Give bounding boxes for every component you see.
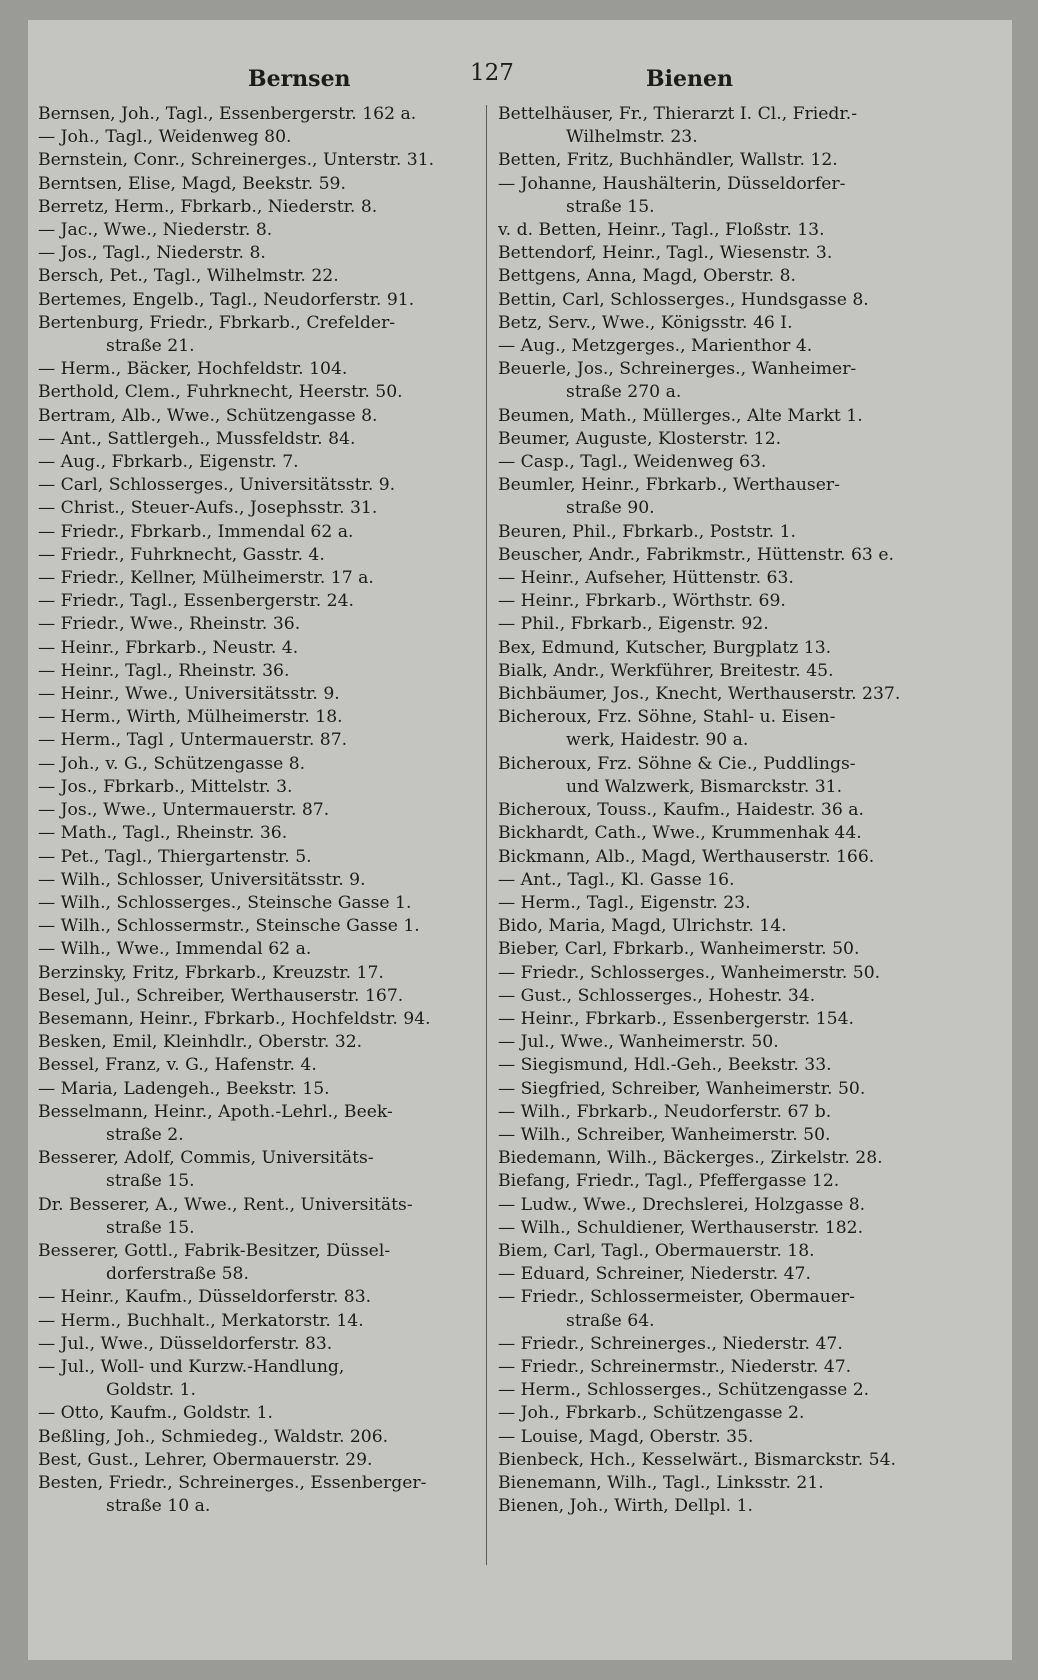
entry-line: — Ant., Sattlergeh., Mussfeldstr. 84. (38, 428, 356, 449)
entry-line: — Jul., Wwe., Wanheimerstr. 50. (498, 1032, 779, 1053)
column-divider (486, 105, 487, 1565)
entry-line: Dr. Besserer, A., Wwe., Rent., Universitäts- (38, 1194, 413, 1215)
entry-line: Besten, Friedr., Schreinerges., Essenberger- (38, 1472, 427, 1493)
entry-line: — Wilh., Schreiber, Wanheimerstr. 50. (498, 1124, 831, 1145)
right-column (498, 103, 928, 1518)
directory-entry (498, 1356, 928, 1379)
entry-line: — Joh., Tagl., Weidenweg 80. (38, 127, 292, 148)
directory-entry (38, 1147, 468, 1193)
directory-entry (38, 1240, 468, 1286)
directory-entry (498, 869, 928, 892)
directory-entry (38, 1402, 468, 1425)
directory-entry (498, 1194, 928, 1217)
entry-line: Bichbäumer, Jos., Knecht, Werthauserstr. 237. (498, 684, 901, 705)
directory-entry (38, 242, 468, 265)
entry-line: — Friedr., Fuhrknecht, Gasstr. 4. (38, 544, 325, 565)
directory-entry (38, 660, 468, 683)
directory-entry (498, 706, 928, 752)
entry-line: — Friedr., Schlosserges., Wanheimerstr. 50. (498, 962, 881, 983)
entry-line: — Carl, Schlosserges., Universitätsstr. 9. (38, 475, 396, 496)
entry-line: Bettelhäuser, Fr., Thierarzt I. Cl., Friedr.- (498, 104, 858, 124)
directory-entry (38, 1286, 468, 1309)
entry-line: — Friedr., Tagl., Essenbergerstr. 24. (38, 591, 354, 612)
entry-continuation-line: straße 2. (106, 1124, 184, 1145)
directory-entry (38, 381, 468, 404)
entry-line: Bettendorf, Heinr., Tagl., Wiesenstr. 3. (498, 243, 833, 264)
entry-line: — Phil., Fbrkarb., Eigenstr. 92. (498, 614, 769, 635)
directory-entry (498, 289, 928, 312)
directory-entry (38, 869, 468, 892)
directory-entry (38, 497, 468, 520)
entry-line: Bienen, Joh., Wirth, Dellpl. 1. (498, 1496, 753, 1517)
directory-entry (38, 1310, 468, 1333)
entry-line: Berretz, Herm., Fbrkarb., Niederstr. 8. (38, 196, 378, 217)
directory-entry (38, 706, 468, 729)
entry-line: Betz, Serv., Wwe., Königsstr. 46 I. (498, 312, 793, 333)
entry-continuation-line: straße 10 a. (106, 1496, 211, 1517)
entry-continuation-line: straße 21. (106, 336, 195, 357)
entry-line: — Herm., Schlosserges., Schützengasse 2. (498, 1380, 870, 1401)
entry-line: — Johanne, Haushälterin, Düsseldorfer- (498, 173, 846, 194)
directory-entry (498, 1472, 928, 1495)
directory-entry (38, 590, 468, 613)
entry-line: Beuren, Phil., Fbrkarb., Poststr. 1. (498, 521, 797, 542)
entry-line: — Friedr., Wwe., Rheinstr. 36. (38, 614, 301, 635)
entry-line: — Jos., Fbrkarb., Mittelstr. 3. (38, 776, 293, 797)
entry-line: Besserer, Gottl., Fabrik-Besitzer, Düssel- (38, 1240, 391, 1261)
directory-entry (498, 1124, 928, 1147)
entry-line: Bernstein, Conr., Schreinerges., Unterstr. 31. (38, 150, 435, 171)
directory-entry (498, 451, 928, 474)
entry-line: — Siegfried, Schreiber, Wanheimerstr. 50. (498, 1078, 866, 1099)
directory-entry (38, 289, 468, 312)
directory-entry (498, 799, 928, 822)
directory-entry (498, 173, 928, 219)
entry-line: Besken, Emil, Kleinhdlr., Oberstr. 32. (38, 1032, 363, 1053)
entry-continuation-line: straße 15. (566, 196, 655, 217)
directory-entry (498, 1379, 928, 1402)
directory-entry (498, 1240, 928, 1263)
entry-line: Beumer, Auguste, Klosterstr. 12. (498, 428, 782, 449)
directory-entry (38, 567, 468, 590)
directory-entry (498, 312, 928, 335)
directory-entry (38, 637, 468, 660)
entry-continuation-line: Wilhelmstr. 23. (566, 127, 698, 148)
entry-line: — Maria, Ladengeh., Beekstr. 15. (38, 1078, 330, 1099)
entry-line: — Herm., Tagl , Untermauerstr. 87. (38, 730, 348, 751)
entry-line: Besel, Jul., Schreiber, Werthauserstr. 167. (38, 985, 404, 1006)
entry-line: — Herm., Buchhalt., Merkatorstr. 14. (38, 1310, 364, 1331)
directory-entry (38, 405, 468, 428)
directory-entry (38, 799, 468, 822)
entry-line: — Jul., Woll- und Kurzw.-Handlung, (38, 1356, 345, 1377)
header-right-keyword: Bienen (646, 66, 733, 92)
page-header (28, 58, 1012, 98)
entry-line: Bicheroux, Frz. Söhne & Cie., Puddlings- (498, 753, 856, 774)
entry-line: Biem, Carl, Tagl., Obermauerstr. 18. (498, 1240, 815, 1261)
directory-entry (38, 265, 468, 288)
entry-line: Bialk, Andr., Werkführer, Breitestr. 45. (498, 660, 834, 681)
directory-entry (498, 1170, 928, 1193)
entry-line: — Friedr., Schreinermstr., Niederstr. 47. (498, 1356, 852, 1377)
directory-entry (38, 1008, 468, 1031)
directory-entry (498, 1078, 928, 1101)
entry-line: — Math., Tagl., Rheinstr. 36. (38, 823, 288, 844)
directory-entry (38, 474, 468, 497)
directory-entry (38, 1101, 468, 1147)
entry-line: — Herm., Tagl., Eigenstr. 23. (498, 892, 751, 913)
directory-entry (38, 1426, 468, 1449)
directory-entry (38, 985, 468, 1008)
directory-entry (498, 822, 928, 845)
entry-line: — Friedr., Schlossermeister, Obermauer- (498, 1287, 855, 1308)
entry-line: Bido, Maria, Magd, Ulrichstr. 14. (498, 916, 787, 937)
entry-continuation-line: straße 90. (566, 498, 655, 519)
entry-line: Beßling, Joh., Schmiedeg., Waldstr. 206. (38, 1426, 389, 1447)
entry-line: Bettin, Carl, Schlosserges., Hundsgasse 8. (498, 289, 869, 310)
entry-line: — Heinr., Fbrkarb., Wörthstr. 69. (498, 591, 786, 612)
entry-line: Bieber, Carl, Fbrkarb., Wanheimerstr. 50. (498, 939, 860, 960)
directory-entry (498, 613, 928, 636)
directory-entry (498, 1217, 928, 1240)
directory-entry (498, 1263, 928, 1286)
entry-line: Beuscher, Andr., Fabrikmstr., Hüttenstr. 63 e. (498, 544, 894, 565)
directory-entry (498, 1333, 928, 1356)
directory-entry (498, 1031, 928, 1054)
entry-line: Besemann, Heinr., Fbrkarb., Hochfeldstr. 94. (38, 1008, 431, 1029)
entry-line: Bickmann, Alb., Magd, Werthauserstr. 166. (498, 846, 875, 867)
directory-entry (38, 1194, 468, 1240)
entry-line: Bienbeck, Hch., Kesselwärt., Bismarckstr. 54. (498, 1449, 896, 1470)
directory-entry (498, 1101, 928, 1124)
directory-entry (498, 590, 928, 613)
entry-line: Betten, Fritz, Buchhändler, Wallstr. 12. (498, 150, 838, 171)
directory-entry (498, 1008, 928, 1031)
entry-line: — Ludw., Wwe., Drechslerei, Holzgasse 8. (498, 1194, 866, 1215)
entry-line: — Casp., Tagl., Weidenweg 63. (498, 452, 767, 473)
entry-line: Bettgens, Anna, Magd, Oberstr. 8. (498, 266, 796, 287)
directory-entry (38, 1078, 468, 1101)
directory-entry (38, 1333, 468, 1356)
entry-line: — Friedr., Fbrkarb., Immendal 62 a. (38, 521, 354, 542)
directory-entry (38, 1031, 468, 1054)
entry-line: — Siegismund, Hdl.-Geh., Beekstr. 33. (498, 1055, 832, 1076)
directory-entry (38, 126, 468, 149)
entry-line: — Pet., Tagl., Thiergartenstr. 5. (38, 846, 312, 867)
directory-entry (498, 683, 928, 706)
entry-line: — Aug., Metzgerges., Marienthor 4. (498, 336, 813, 357)
entry-line: — Friedr., Kellner, Mülheimerstr. 17 a. (38, 568, 374, 589)
directory-entry (38, 173, 468, 196)
entry-line: — Heinr., Aufseher, Hüttenstr. 63. (498, 568, 794, 589)
entry-line: — Herm., Bäcker, Hochfeldstr. 104. (38, 359, 348, 380)
directory-entry (38, 846, 468, 869)
directory-entry (38, 938, 468, 961)
entry-line: v. d. Betten, Heinr., Tagl., Floßstr. 13. (498, 220, 825, 241)
directory-entry (498, 428, 928, 451)
entry-line: — Ant., Tagl., Kl. Gasse 16. (498, 869, 735, 890)
directory-entry (38, 753, 468, 776)
entry-line: Bertemes, Engelb., Tagl., Neudorferstr. 91. (38, 289, 415, 310)
entry-line: — Wilh., Schuldiener, Werthauserstr. 182. (498, 1217, 864, 1238)
directory-entry (498, 567, 928, 590)
directory-entry (498, 915, 928, 938)
entry-line: — Wilh., Fbrkarb., Neudorferstr. 67 b. (498, 1101, 832, 1122)
directory-entry (38, 1472, 468, 1518)
directory-entry (498, 1286, 928, 1332)
entry-line: — Otto, Kaufm., Goldstr. 1. (38, 1403, 273, 1424)
directory-entry (498, 1402, 928, 1425)
directory-entry (38, 103, 468, 126)
entry-line: — Gust., Schlosserges., Hohestr. 34. (498, 985, 816, 1006)
entry-line: Besserer, Adolf, Commis, Universitäts- (38, 1148, 374, 1169)
directory-entry (38, 1054, 468, 1077)
directory-entry (498, 660, 928, 683)
directory-entry (498, 846, 928, 869)
directory-entry (498, 1147, 928, 1170)
directory-entry (38, 683, 468, 706)
entry-line: Bicheroux, Frz. Söhne, Stahl- u. Eisen- (498, 707, 836, 728)
entry-line: Biefang, Friedr., Tagl., Pfeffergasse 12. (498, 1171, 840, 1192)
entry-line: Bernsen, Joh., Tagl., Essenbergerstr. 162 a. (38, 104, 417, 124)
entry-line: — Heinr., Fbrkarb., Essenbergerstr. 154. (498, 1008, 854, 1029)
directory-entry (38, 149, 468, 172)
entry-continuation-line: und Walzwerk, Bismarckstr. 31. (566, 776, 843, 797)
entry-line: Berntsen, Elise, Magd, Beekstr. 59. (38, 173, 346, 194)
directory-entry (498, 219, 928, 242)
entry-continuation-line: dorferstraße 58. (106, 1264, 249, 1285)
entry-line: — Jac., Wwe., Niederstr. 8. (38, 220, 273, 241)
entry-line: — Heinr., Fbrkarb., Neustr. 4. (38, 637, 299, 658)
directory-entry (498, 242, 928, 265)
directory-entry (498, 335, 928, 358)
entry-line: — Friedr., Schreinerges., Niederstr. 47. (498, 1333, 843, 1354)
directory-entry (498, 149, 928, 172)
entry-line: — Joh., v. G., Schützengasse 8. (38, 753, 306, 774)
directory-entry (498, 1054, 928, 1077)
entry-line: — Heinr., Kaufm., Düsseldorferstr. 83. (38, 1287, 372, 1308)
directory-entry (38, 196, 468, 219)
entry-line: — Eduard, Schreiner, Niederstr. 47. (498, 1264, 811, 1285)
entry-line: Bickhardt, Cath., Wwe., Krummenhak 44. (498, 823, 862, 844)
entry-line: Berzinsky, Fritz, Fbrkarb., Kreuzstr. 17. (38, 962, 384, 983)
entry-line: — Wilh., Schlosser, Universitätsstr. 9. (38, 869, 366, 890)
entry-line: — Heinr., Tagl., Rheinstr. 36. (38, 660, 290, 681)
directory-entry (498, 405, 928, 428)
directory-entry (38, 451, 468, 474)
directory-entry (498, 521, 928, 544)
directory-entry (38, 312, 468, 358)
entry-line: Bessel, Franz, v. G., Hafenstr. 4. (38, 1055, 317, 1076)
directory-page (28, 20, 1012, 1660)
entry-line: Bertenburg, Friedr., Fbrkarb., Crefelder- (38, 312, 396, 333)
directory-entry (498, 265, 928, 288)
entry-continuation-line: werk, Haidestr. 90 a. (566, 730, 749, 751)
entry-line: Bicheroux, Touss., Kaufm., Haidestr. 36 a. (498, 800, 864, 821)
entry-line: — Christ., Steuer-Aufs., Josephsstr. 31. (38, 498, 378, 519)
entry-line: — Louise, Magd, Oberstr. 35. (498, 1426, 754, 1447)
entry-continuation-line: Goldstr. 1. (106, 1380, 196, 1401)
directory-entry (38, 544, 468, 567)
directory-entry (38, 776, 468, 799)
entry-line: — Aug., Fbrkarb., Eigenstr. 7. (38, 452, 299, 473)
entry-line: Besselmann, Heinr., Apoth.-Lehrl., Beek- (38, 1101, 393, 1122)
entry-line: — Wilh., Schlosserges., Steinsche Gasse 1. (38, 892, 412, 913)
entry-line: Beuerle, Jos., Schreinerges., Wanheimer- (498, 359, 857, 380)
entry-line: — Jos., Wwe., Untermauerstr. 87. (38, 800, 330, 821)
directory-entry (38, 1449, 468, 1472)
directory-entry (498, 103, 928, 149)
directory-entry (498, 637, 928, 660)
entry-line: Bienemann, Wilh., Tagl., Linksstr. 21. (498, 1472, 824, 1493)
directory-entry (498, 753, 928, 799)
directory-entry (38, 521, 468, 544)
directory-entry (498, 544, 928, 567)
entry-continuation-line: straße 15. (106, 1217, 195, 1238)
entry-line: — Jos., Tagl., Niederstr. 8. (38, 243, 266, 264)
directory-entry (38, 358, 468, 381)
entry-line: Bertram, Alb., Wwe., Schützengasse 8. (38, 405, 378, 426)
entry-line: Berthold, Clem., Fuhrknecht, Heerstr. 50. (38, 382, 403, 403)
entry-line: — Joh., Fbrkarb., Schützengasse 2. (498, 1403, 805, 1424)
entry-line: — Heinr., Wwe., Universitätsstr. 9. (38, 684, 340, 705)
entry-line: Bersch, Pet., Tagl., Wilhelmstr. 22. (38, 266, 339, 287)
directory-entry (38, 892, 468, 915)
directory-entry (498, 1449, 928, 1472)
directory-entry (498, 1495, 928, 1518)
entry-continuation-line: straße 270 a. (566, 382, 682, 403)
page-number: 127 (470, 60, 514, 86)
directory-entry (38, 1356, 468, 1402)
directory-entry (38, 822, 468, 845)
entry-line: Biedemann, Wilh., Bäckerges., Zirkelstr. 28. (498, 1148, 883, 1169)
directory-entry (38, 613, 468, 636)
entry-line: — Wilh., Wwe., Immendal 62 a. (38, 939, 312, 960)
directory-entry (498, 892, 928, 915)
entry-line: — Jul., Wwe., Düsseldorferstr. 83. (38, 1333, 333, 1354)
directory-entry (498, 938, 928, 961)
directory-entry (498, 474, 928, 520)
directory-entry (38, 428, 468, 451)
directory-entry (498, 962, 928, 985)
entry-continuation-line: straße 64. (566, 1310, 655, 1331)
directory-entry (38, 962, 468, 985)
entry-line: — Wilh., Schlossermstr., Steinsche Gasse 1. (38, 916, 420, 937)
header-left-keyword: Bernsen (248, 66, 351, 92)
directory-entry (498, 358, 928, 404)
directory-entry (38, 729, 468, 752)
directory-entry (498, 1426, 928, 1449)
directory-entry (38, 915, 468, 938)
left-column (38, 103, 468, 1518)
entry-line: — Herm., Wirth, Mülheimerstr. 18. (38, 707, 343, 728)
entry-continuation-line: straße 15. (106, 1171, 195, 1192)
entry-line: Beumen, Math., Müllerges., Alte Markt 1. (498, 405, 863, 426)
entry-line: Beumler, Heinr., Fbrkarb., Werthauser- (498, 475, 840, 496)
directory-entry (38, 219, 468, 242)
directory-entry (498, 985, 928, 1008)
entry-line: Bex, Edmund, Kutscher, Burgplatz 13. (498, 637, 832, 658)
entry-line: Best, Gust., Lehrer, Obermauerstr. 29. (38, 1449, 373, 1470)
